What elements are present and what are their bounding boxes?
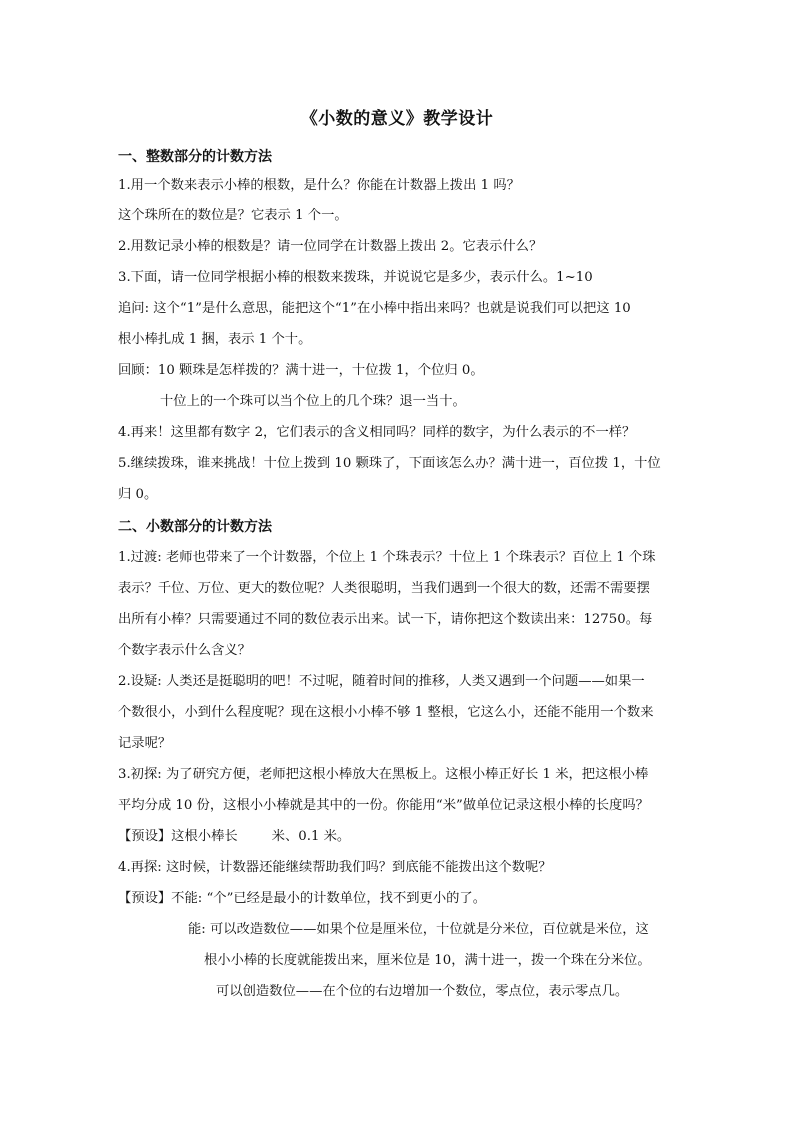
paragraph-line: 平均分成 10 份，这根小小棒就是其中的一份。你能用“米”做单位记录这根小棒的长度吗？ xyxy=(118,798,649,813)
paragraph-line: 这个珠所在的数位是？它表示 1 个一。 xyxy=(118,208,348,223)
paragraph-line: 根小棒扎成 1 捆，表示 1 个十。 xyxy=(118,332,312,347)
paragraph-line: 追问: 这个“1”是什么意思，能把这个“1”在小棒中指出来吗？也就是说我们可以把这 10 xyxy=(118,301,631,316)
preset-text-a: 【预设】这根小棒长 xyxy=(118,829,238,844)
paragraph-line: 【预设】不能: “个”已经是最小的计数单位，找不到更小的了。 xyxy=(118,891,487,906)
paragraph-line: 个数字表示什么含义？ xyxy=(118,643,251,658)
document-title: 《小数的意义》教学设计 xyxy=(300,109,494,129)
paragraph-line: 归 0。 xyxy=(118,487,158,502)
paragraph-line: 可以创造数位——在个位的右边增加一个数位，零点位，表示零点几。 xyxy=(216,984,629,999)
paragraph-line: 记录呢？ xyxy=(118,736,172,751)
section-heading-integer: 一、整数部分的计数方法 xyxy=(118,149,272,165)
paragraph-line: 4.再来！这里都有数字 2，它们表示的含义相同吗？同样的数字，为什么表示的不一样？ xyxy=(118,425,636,440)
paragraph-line: 2.设疑: 人类还是挺聪明的吧！不过呢，随着时间的推移，人类又遇到一个问题——如果一 xyxy=(118,674,645,689)
paragraph-line: 3.初探: 为了研究方便，老师把这根小棒放大在黑板上。这根小棒正好长 1 米，把这根小棒 xyxy=(118,767,649,782)
preset-text-b: 米、0.1 米。 xyxy=(271,829,351,844)
paragraph-line: 3.下面，请一位同学根据小棒的根数来拨珠，并说说它是多少，表示什么。1~10 xyxy=(118,270,593,285)
paragraph-line: 根小小棒的长度就能拨出来，厘米位是 10，满十进一，拨一个珠在分米位。 xyxy=(204,953,651,968)
paragraph-line: 5.继续拨珠，谁来挑战！十位上拨到 10 颗珠了，下面该怎么办？满十进一，百位拨 1，十位 xyxy=(118,456,661,471)
paragraph-line: 个数很小，小到什么程度呢？现在这根小小棒不够 1 整根，它这么小，还能不能用一个数来 xyxy=(118,705,654,720)
paragraph-line: 回顾：10 颗珠是怎样拨的？满十进一，十位拨 1，个位归 0。 xyxy=(118,363,484,378)
paragraph-line: 出所有小棒？只需要通过不同的数位表示出来。试一下，请你把这个数读出来：12750。每 xyxy=(118,612,653,627)
paragraph-line: 4.再探: 这时候，计数器还能继续帮助我们吗？到底能不能拨出这个数呢？ xyxy=(118,860,552,875)
paragraph-line: 表示？千位、万位、更大的数位呢？人类很聪明，当我们遇到一个很大的数，还需不需要摆 xyxy=(118,581,650,596)
paragraph-line: 2.用数记录小棒的根数是？请一位同学在计数器上拨出 2。它表示什么？ xyxy=(118,239,543,254)
section-heading-decimal: 二、小数部分的计数方法 xyxy=(118,519,272,535)
preset-line xyxy=(118,827,350,847)
paragraph-line: 能: 可以改造数位——如果个位是厘米位，十位就是分米位，百位就是米位，这 xyxy=(188,922,649,937)
paragraph-line: 十位上的一个珠可以当个位上的几个珠？退一当十。 xyxy=(160,394,466,409)
paragraph-line: 1.用一个数来表示小棒的根数，是什么？你能在计数器上拨出 1 吗？ xyxy=(118,178,520,193)
paragraph-line: 1.过渡: 老师也带来了一个计数器，个位上 1 个珠表示？十位上 1 个珠表示？百位上 1 个珠 xyxy=(118,550,656,565)
